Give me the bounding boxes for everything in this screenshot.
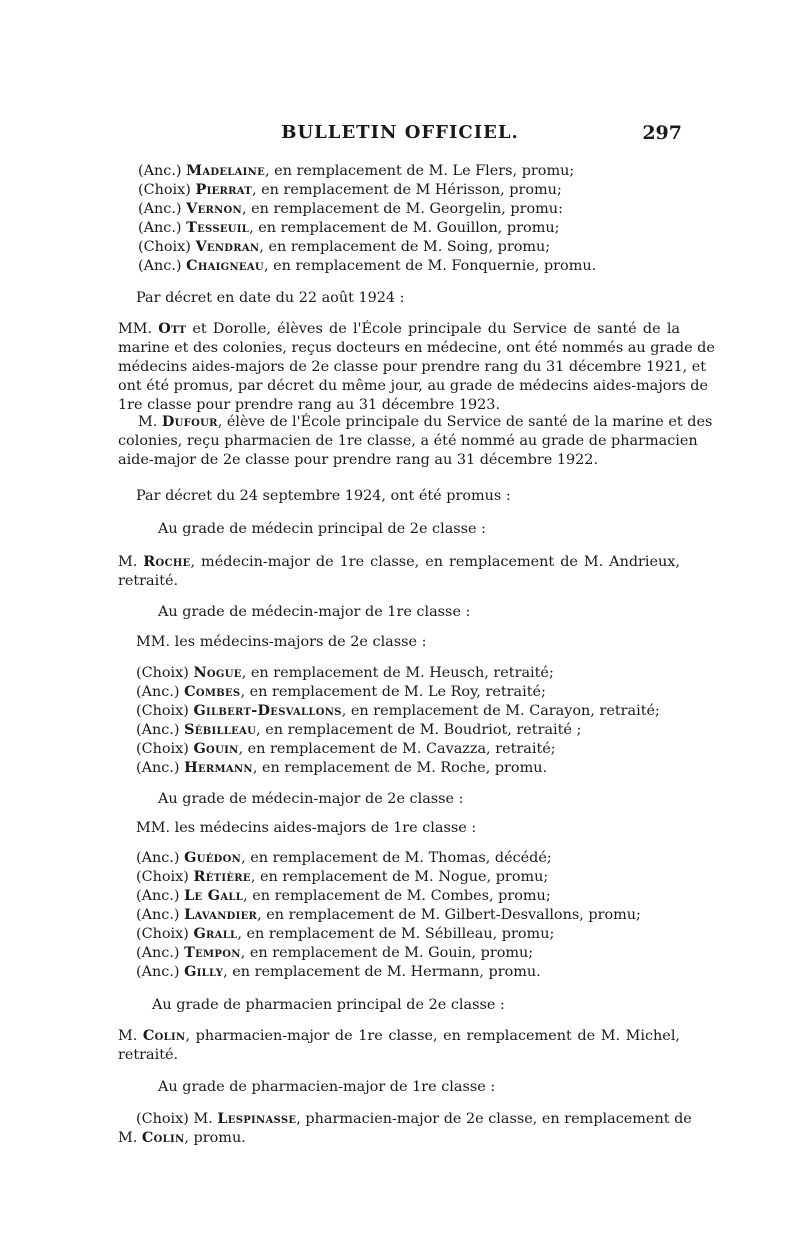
line-text: Par décret en date du 22 août 1924 : [136, 290, 405, 306]
line-text: Au grade de pharmacien-major de 1re classe : [158, 1079, 496, 1095]
page-number: 297 [642, 122, 682, 144]
person-name: Ott [158, 320, 187, 337]
text-line [136, 702, 660, 720]
text-line [136, 633, 426, 651]
text-line [118, 553, 680, 571]
text-line [136, 925, 554, 943]
line-text: Au grade de médecin-major de 1re classe : [158, 604, 471, 620]
person-name: Lavandier [184, 906, 258, 923]
line-text: , en remplacement de M. Combes, promu; [243, 888, 551, 904]
line-text: ont été promus, par décret du même jour, au grade de médecins aides-majors de [118, 378, 709, 394]
text-line [138, 219, 559, 237]
person-name: Pierrat [195, 181, 252, 198]
line-text: retraité. [118, 1047, 179, 1063]
person-name: Sébilleau [184, 721, 257, 738]
line-text: , en remplacement de M. Heusch, retraité; [241, 665, 554, 681]
line-text: Au grade de médecin-major de 2e classe : [158, 791, 464, 807]
line-text: (Anc.) [138, 258, 187, 274]
line-text: 1re classe pour prendre rang au 31 décembre 1923. [118, 397, 501, 413]
line-text: MM. [118, 321, 159, 337]
line-text: , en remplacement de M. Gouin, promu; [240, 945, 534, 961]
line-text: , promu. [184, 1130, 246, 1146]
person-name: Grall [193, 925, 238, 942]
person-name: Roche [143, 553, 191, 570]
person-name: Lespinasse [217, 1110, 297, 1127]
line-text: (Choix) [136, 869, 194, 885]
person-name: Colin [141, 1129, 185, 1146]
line-text: (Anc.) [136, 684, 185, 700]
line-text: (Choix) [136, 665, 194, 681]
line-text: , pharmacien-major de 2e classe, en remplacement de [296, 1111, 692, 1127]
text-line [158, 790, 464, 808]
line-text: , en remplacement de M. Georgelin, promu: [242, 201, 563, 217]
line-text: , en remplacement de M. Nogue, promu; [250, 869, 549, 885]
line-text: (Anc.) [136, 945, 185, 961]
text-line [136, 683, 546, 701]
line-text: MM. les médecins-majors de 2e classe : [136, 634, 427, 650]
person-name: Tempon [184, 944, 241, 961]
line-text: , élève de l'École principale du Service de santé de la marine et des [217, 414, 713, 430]
line-text: , en remplacement de M. Thomas, décédé; [241, 850, 552, 866]
line-text: Par décret du 24 septembre 1924, ont été promus : [136, 488, 511, 504]
line-text: (Choix) [136, 741, 194, 757]
text-line [136, 906, 641, 924]
text-line [118, 396, 500, 414]
line-text: , en remplacement de M. Le Roy, retraité; [240, 684, 546, 700]
line-text: , en remplacement de M. Roche, promu. [252, 760, 548, 776]
person-name: Le Gall [184, 887, 244, 904]
person-name: Vendran [195, 238, 260, 255]
text-line [118, 377, 709, 395]
line-text: MM. les médecins aides-majors de 1re classe : [136, 820, 477, 836]
line-text: (Anc.) [136, 964, 185, 980]
line-text: (Choix) [138, 182, 196, 198]
text-line [136, 664, 554, 682]
text-line [158, 603, 470, 621]
text-line [138, 238, 550, 256]
text-line [136, 1110, 692, 1128]
line-text: , en remplacement de M. Cavazza, retraité; [238, 741, 556, 757]
text-line [136, 963, 541, 981]
person-name: Dufour [161, 413, 218, 430]
text-line [158, 520, 486, 538]
line-text: (Choix) M. [136, 1111, 218, 1127]
line-text: marine et des colonies, reçus docteurs en médecine, ont été nommés au grade de [118, 340, 715, 356]
text-line [138, 181, 562, 199]
text-line [118, 339, 715, 357]
text-line [152, 996, 505, 1014]
line-text: (Anc.) [136, 760, 185, 776]
person-name: Madelaine [186, 162, 266, 179]
line-text: (Anc.) [136, 907, 185, 923]
text-line [118, 358, 707, 376]
line-text: M. [138, 414, 162, 430]
line-text: aide-major de 2e classe pour prendre rang au 31 décembre 1922. [118, 452, 599, 468]
text-line [118, 1046, 178, 1064]
line-text: , pharmacien-major de 1re classe, en remplacement de M. Michel, [185, 1028, 680, 1044]
line-text: , en remplacement de M. Hermann, promu. [223, 964, 541, 980]
person-name: Colin [142, 1027, 186, 1044]
text-line [118, 432, 698, 450]
line-text: médecins aides-majors de 2e classe pour prendre rang du 31 décembre 1921, et [118, 359, 707, 375]
text-line [118, 320, 680, 338]
person-name: Gouin [193, 740, 239, 757]
line-text: (Anc.) [136, 888, 185, 904]
person-name: Tesseuil [186, 219, 250, 236]
text-line [136, 759, 547, 777]
line-text: et Dorolle, élèves de l'École principale du Service de santé de la [186, 321, 680, 337]
line-text: , en remplacement de M. Sébilleau, promu; [237, 926, 555, 942]
line-text: , en remplacement de M. Boudriot, retraité ; [256, 722, 582, 738]
line-text: (Choix) [136, 926, 194, 942]
line-text: (Choix) [138, 239, 196, 255]
text-line [136, 944, 533, 962]
text-line [118, 451, 598, 469]
line-text: , en remplacement de M. Carayon, retraité; [341, 703, 660, 719]
line-text: (Anc.) [138, 220, 187, 236]
line-text: , en remplacement de M. Fonquernie, promu. [263, 258, 597, 274]
line-text: , en remplacement de M Hérisson, promu; [251, 182, 562, 198]
person-name: Gilbert-Desvallons [193, 702, 342, 719]
person-name: Nogue [193, 664, 242, 681]
text-line [118, 1129, 246, 1147]
text-line [136, 740, 556, 758]
line-text: , en remplacement de M. Soing, promu; [259, 239, 551, 255]
person-name: Combes [184, 683, 241, 700]
line-text: Au grade de médecin principal de 2e classe : [158, 521, 486, 537]
text-line [136, 819, 476, 837]
person-name: Rétière [193, 868, 251, 885]
line-text: M. [118, 554, 144, 570]
text-line [118, 572, 178, 590]
page-title: BULLETIN OFFICIEL. [281, 122, 519, 143]
text-line [138, 200, 563, 218]
line-text: , en remplacement de M. Gilbert-Desvallons, promu; [257, 907, 641, 923]
text-line [138, 257, 596, 275]
text-line [136, 887, 551, 905]
text-line [158, 1078, 495, 1096]
line-text: colonies, reçu pharmacien de 1re classe, a été nommé au grade de pharmacien [118, 433, 698, 449]
line-text: retraité. [118, 573, 179, 589]
line-text: (Anc.) [136, 850, 185, 866]
page-header [0, 122, 800, 152]
line-text: (Choix) [136, 703, 194, 719]
line-text: (Anc.) [138, 201, 187, 217]
line-text: (Anc.) [136, 722, 185, 738]
line-text: (Anc.) [138, 163, 187, 179]
person-name: Gilly [184, 963, 224, 980]
text-line [118, 1027, 680, 1045]
text-line [136, 487, 511, 505]
line-text: , en remplacement de M. Gouillon, promu; [249, 220, 560, 236]
text-line [136, 849, 552, 867]
line-text: M. [118, 1130, 142, 1146]
person-name: Guédon [184, 849, 242, 866]
text-line [136, 289, 405, 307]
line-text: , en remplacement de M. Le Flers, promu; [265, 163, 575, 179]
person-name: Vernon [186, 200, 242, 217]
text-line [138, 413, 713, 431]
line-text: Au grade de pharmacien principal de 2e classe : [152, 997, 505, 1013]
line-text: , médecin-major de 1re classe, en remplacement de M. Andrieux, [190, 554, 681, 570]
text-line [138, 162, 574, 180]
text-line [136, 721, 581, 739]
text-line [136, 868, 548, 886]
line-text: M. [118, 1028, 143, 1044]
person-name: Hermann [184, 759, 253, 776]
person-name: Chaigneau [186, 257, 264, 274]
